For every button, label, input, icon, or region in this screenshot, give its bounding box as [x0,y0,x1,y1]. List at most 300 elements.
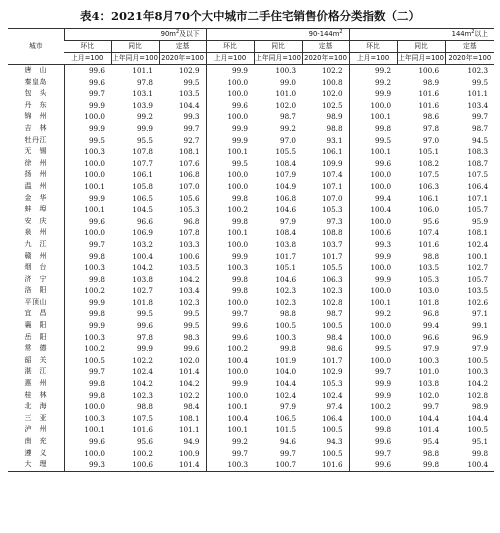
index-value: 99.6 [206,332,254,344]
city-name: 三 亚 [24,413,47,422]
table-row [8,448,494,460]
index-value: 100.4 [206,355,254,367]
index-value: 99.3 [64,459,111,471]
index-value: 93.1 [326,135,343,145]
index-value: 100.0 [349,413,397,425]
price-index-table [8,28,494,472]
index-value: 98.7 [280,112,297,122]
index-value: 101.0 [275,89,297,99]
index-value: 97.0 [280,135,297,145]
index-value: 101.4 [159,459,206,471]
city-name: 烟 台 [24,263,47,272]
index-value: 100.4 [206,413,254,425]
index-value: 95.6 [423,216,440,226]
group-header-large: $144m^2$以上 [349,29,494,41]
index-value: 102.3 [275,297,297,307]
index-value: 102.4 [132,367,153,377]
base-header-yoy: 上年同月=100 [254,53,302,65]
index-value: 100.0 [349,100,397,112]
table-row [8,459,494,471]
index-value: 92.7 [183,135,200,145]
index-value: 106.3 [321,274,343,284]
index-value: 100.5 [467,425,489,435]
index-value: 104.0 [275,367,297,377]
index-value: 108.4 [275,228,297,238]
index-value: 99.6 [349,459,397,471]
city-name: 惠 州 [24,379,47,388]
index-value: 104.4 [178,100,200,110]
index-value: 100.5 [321,321,343,331]
table-row [8,77,494,89]
index-value: 99.8 [64,378,111,390]
table-row [8,355,494,367]
city-column-header: 城市 [8,29,64,65]
sub-header-mom: 环比 [206,41,254,53]
index-value: 98.8 [423,448,440,458]
index-value: 108.4 [275,158,297,168]
index-value: 100.4 [445,459,494,471]
index-value: 100.0 [206,169,254,181]
table-row [8,413,494,425]
index-value: 107.4 [418,228,440,238]
index-value: 108.8 [321,228,343,238]
index-value: 96.6 [423,332,440,342]
index-value: 105.5 [275,147,297,157]
index-value: 107.4 [321,170,343,180]
table-row [8,88,494,100]
base-header-yoy: 上年同月=100 [397,53,445,65]
index-value: 107.0 [178,181,200,191]
index-value: 101.5 [275,425,297,435]
table-row [8,308,494,320]
index-value: 97.8 [423,123,440,133]
index-value: 99.6 [64,216,111,228]
index-value: 102.3 [321,286,343,296]
index-value: 98.7 [326,309,343,319]
base-header-fixed-base: 2020年=100 [302,53,349,65]
city-name: 九 江 [24,239,47,248]
table-row [8,378,494,390]
index-value: 100.3 [467,367,489,377]
index-value: 100.0 [206,297,254,309]
index-value: 107.6 [178,158,200,168]
index-value: 99.7 [183,123,200,133]
index-value: 99.9 [64,320,111,332]
table-row [8,251,494,263]
table-row [8,181,494,193]
index-value: 101.4 [178,367,200,377]
index-value: 101.1 [467,89,489,99]
index-value: 97.0 [423,135,440,145]
index-value: 103.8 [132,274,153,284]
index-value: 108.2 [418,158,440,168]
index-value: 99.5 [349,343,397,355]
index-value: 102.9 [178,66,200,75]
city-name: 北 海 [24,402,47,411]
index-value: 98.8 [136,402,153,412]
index-value: 100.2 [64,343,111,355]
index-value: 103.7 [321,239,343,249]
index-value: 104.4 [275,379,297,389]
index-value: 100.0 [206,88,254,100]
index-value: 100.0 [64,448,111,460]
index-value: 100.0 [64,227,111,239]
index-value: 99.6 [206,100,254,112]
city-name: 平顶山 [24,297,47,306]
city-name: 南 充 [24,437,47,445]
index-value: 102.9 [321,367,343,377]
city-name: 锦 州 [24,112,47,121]
index-value: 101.6 [418,239,440,249]
base-header-fixed-base: 2020年=100 [159,53,206,65]
index-value: 102.4 [275,390,297,400]
city-name: 包 头 [24,89,47,98]
index-value: 99.7 [280,448,297,458]
index-value: 101.9 [275,355,297,365]
index-value: 100.3 [275,332,297,342]
index-value: 101.6 [418,89,440,99]
table-row [8,111,494,123]
index-value: 99.9 [206,378,254,390]
index-value: 107.8 [178,228,200,238]
index-value: 97.1 [472,309,489,319]
index-value: 98.8 [423,251,440,261]
index-value: 99.8 [280,344,297,354]
city-name: 吉 林 [24,123,47,132]
index-value: 100.0 [64,401,111,413]
index-value: 103.0 [418,286,440,296]
index-value: 108.3 [467,147,489,157]
index-value: 100.0 [206,239,254,251]
index-value: 106.3 [418,181,440,191]
index-value: 94.3 [326,437,343,446]
index-value: 100.0 [349,181,397,193]
index-value: 99.6 [349,158,397,170]
index-value: 100.0 [349,262,397,274]
index-value: 102.0 [178,355,200,365]
index-value: 99.6 [136,321,153,331]
index-value: 106.0 [418,205,440,215]
index-value: 100.0 [206,181,254,193]
table-row [8,274,494,286]
index-value: 99.9 [349,251,397,263]
index-value: 109.9 [321,158,343,168]
index-value: 94.6 [280,437,297,446]
sub-header-fixed-base: 定基 [445,41,494,53]
index-value: 99.7 [206,448,254,460]
index-value: 99.5 [472,77,489,87]
index-value: 100.6 [418,66,440,75]
index-value: 103.5 [467,286,489,296]
index-value: 99.6 [64,436,111,448]
city-name: 唐 山 [24,66,47,74]
sub-header-yoy: 同比 [111,41,159,53]
index-value: 99.5 [206,158,254,170]
index-value: 104.2 [178,274,200,284]
index-value: 100.0 [206,111,254,123]
index-value: 100.1 [206,146,254,158]
table-title: 表4：2021年8月70个大中城市二手住宅销售价格分类指数（二） [79,9,420,23]
index-value: 99.7 [349,448,397,460]
table-row [8,424,494,436]
index-value: 100.4 [132,251,153,261]
index-value: 98.3 [183,332,200,342]
index-value: 97.3 [326,216,343,226]
index-value: 100.0 [349,320,397,332]
index-value: 102.8 [321,297,343,307]
index-value: 98.9 [326,112,343,122]
index-value: 99.2 [349,65,397,77]
index-value: 106.8 [275,193,297,203]
index-value: 99.6 [64,77,111,89]
index-value: 99.7 [64,88,111,100]
index-value: 100.0 [349,285,397,297]
index-value: 102.2 [321,66,343,75]
index-value: 106.4 [321,413,343,423]
index-value: 99.6 [349,436,397,448]
index-value: 95.6 [136,437,153,446]
table-row [8,297,494,309]
index-value: 102.4 [467,239,489,249]
index-value: 107.8 [132,147,153,157]
index-value: 99.2 [280,123,297,133]
table-row [8,158,494,170]
index-value: 103.9 [132,100,153,110]
index-value: 99.3 [183,112,200,122]
city-name: 丹 东 [24,100,47,109]
index-value: 100.6 [178,251,200,261]
city-name: 赣 州 [24,251,47,260]
sub-header-row [8,41,494,53]
index-value: 99.9 [349,390,397,402]
index-value: 100.2 [206,204,254,216]
index-value: 102.0 [321,89,343,99]
table-row [8,65,494,77]
group-header-medium: $90-144m^2$ [206,29,349,41]
index-value: 102.3 [467,66,489,75]
index-value: 102.3 [132,390,153,400]
index-value: 99.2 [136,112,153,122]
index-value: 108.1 [178,147,200,157]
index-value: 106.9 [132,228,153,238]
index-value: 99.9 [64,100,111,112]
index-value: 106.4 [467,181,489,191]
index-value: 99.6 [183,344,200,354]
index-value: 99.8 [206,193,254,205]
index-value: 99.9 [136,344,153,354]
sub-header-mom: 环比 [64,41,111,53]
sub-header-yoy: 同比 [254,41,302,53]
index-value: 101.8 [132,297,153,307]
index-value: 101.7 [321,355,343,365]
index-value: 103.8 [275,239,297,249]
city-name: 洛 阳 [24,286,47,295]
index-value: 108.1 [467,228,489,238]
index-value: 98.4 [326,332,343,342]
index-value: 100.1 [349,111,397,123]
index-value: 100.2 [349,401,397,413]
table-row [8,193,494,205]
index-value: 104.4 [418,413,440,423]
table-row [8,216,494,228]
index-value: 103.5 [418,263,440,273]
index-value: 100.0 [349,332,397,344]
index-value: 104.6 [275,274,297,284]
city-name: 桂 林 [24,390,47,399]
index-value: 99.6 [64,65,111,77]
table-row [8,436,494,448]
index-value: 102.8 [467,390,489,400]
index-value: 100.3 [64,262,111,274]
city-name: 安 庆 [24,216,47,225]
index-value: 96.8 [423,309,440,319]
table-row [8,169,494,181]
table-row [8,390,494,402]
index-value: 107.5 [418,170,440,180]
table-body [8,65,494,472]
index-value: 99.8 [397,459,445,471]
city-name: 秦皇岛 [24,77,47,86]
index-value: 99.5 [136,309,153,319]
index-value: 97.9 [472,344,489,354]
index-value: 100.0 [349,216,397,228]
index-value: 99.9 [349,88,397,100]
index-value: 100.1 [349,146,397,158]
index-value: 99.4 [349,193,397,205]
index-value: 101.7 [275,251,297,261]
index-value: 99.9 [206,135,254,147]
index-value: 103.2 [132,239,153,249]
index-value: 99.1 [472,321,489,331]
index-value: 98.6 [423,112,440,122]
index-value: 99.7 [64,239,111,251]
index-value: 104.5 [132,205,153,215]
index-value: 101.1 [132,66,153,75]
table-row [8,239,494,251]
index-value: 100.2 [64,285,111,297]
table-header [8,29,494,65]
index-value: 100.0 [64,111,111,123]
index-value: 99.9 [206,65,254,77]
index-value: 105.3 [321,205,343,215]
index-value: 101.0 [418,367,440,377]
index-value: 103.8 [418,379,440,389]
index-value: 99.6 [206,320,254,332]
index-value: 102.2 [132,355,153,365]
index-value: 100.3 [206,459,254,471]
index-value: 100.5 [275,321,297,331]
index-value: 105.8 [132,181,153,191]
city-name: 泸 州 [24,425,47,434]
index-value: 94.9 [183,437,200,446]
index-value: 100.2 [206,343,254,355]
index-value: 102.0 [418,390,440,400]
index-value: 100.7 [254,459,302,471]
table-row [8,332,494,344]
index-value: 99.7 [206,308,254,320]
index-value: 103.4 [178,286,200,296]
index-value: 104.2 [178,379,200,389]
index-value: 107.0 [321,193,343,203]
index-value: 108.7 [467,158,489,168]
index-value: 99.9 [206,251,254,263]
table-row [8,262,494,274]
index-value: 97.9 [423,344,440,354]
index-value: 100.3 [275,66,297,75]
city-name: 岳 阳 [24,332,47,341]
index-value: 100.3 [418,355,440,365]
index-value: 102.2 [178,390,200,400]
index-value: 99.9 [349,274,397,286]
table-row [8,320,494,332]
index-value: 100.0 [206,366,254,378]
index-value: 98.8 [326,123,343,133]
base-header-mom: 上月=100 [64,53,111,65]
base-header-row [8,53,494,65]
city-name: 韶 关 [24,355,47,364]
city-name: 襄 阳 [24,321,47,330]
index-value: 96.6 [136,216,153,226]
index-value: 103.1 [132,89,153,99]
index-value: 100.6 [111,459,159,471]
index-value: 96.8 [183,216,200,226]
index-value: 99.5 [183,321,200,331]
index-value: 105.3 [321,379,343,389]
city-name: 大 理 [8,459,64,471]
sub-header-mom: 环比 [349,41,397,53]
index-value: 107.5 [467,170,489,180]
index-value: 107.9 [275,170,297,180]
index-value: 99.8 [349,123,397,135]
index-value: 98.9 [423,77,440,87]
index-value: 100.8 [321,77,343,87]
index-value: 106.8 [178,170,200,180]
index-value: 100.0 [206,77,254,89]
index-value: 99.9 [206,123,254,135]
sub-header-yoy: 同比 [397,41,445,53]
table-row [8,204,494,216]
table-row [8,227,494,239]
index-value: 103.4 [467,100,489,110]
base-header-yoy: 上年同月=100 [111,53,159,65]
index-value: 105.3 [178,205,200,215]
index-value: 104.6 [275,205,297,215]
index-value: 101.1 [178,425,200,435]
index-value: 100.3 [64,413,111,425]
index-value: 102.5 [321,100,343,110]
index-value: 100.5 [64,355,111,367]
index-value: 99.3 [349,239,397,251]
index-value: 99.5 [64,135,111,147]
index-value: 107.5 [132,413,153,423]
index-value: 101.6 [418,100,440,110]
index-value: 100.1 [206,424,254,436]
index-value: 105.1 [275,263,297,273]
city-name: 常 德 [24,344,47,353]
index-value: 99.9 [136,123,153,133]
index-value: 99.8 [64,274,111,286]
index-value: 102.6 [467,297,489,307]
index-value: 106.1 [418,193,440,203]
index-value: 99.2 [206,436,254,448]
index-value: 100.3 [64,332,111,344]
index-value: 105.7 [467,274,489,284]
index-value: 95.5 [136,135,153,145]
index-value: 99.9 [64,193,111,205]
table-row [8,100,494,112]
index-value: 97.9 [280,402,297,412]
group-header-small: $90m^2$及以下 [64,29,206,41]
